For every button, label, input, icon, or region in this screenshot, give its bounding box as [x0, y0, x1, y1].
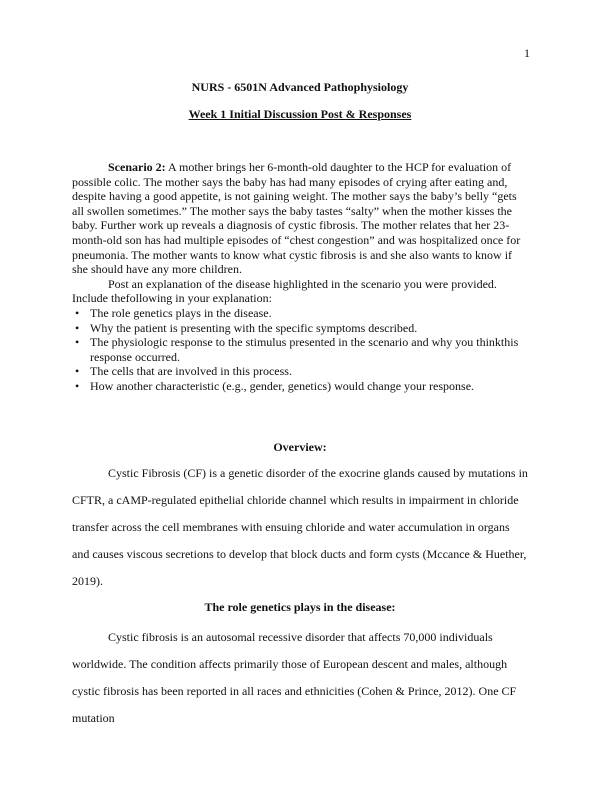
overview-section [72, 460, 528, 595]
instruction-bullet-list [72, 306, 528, 394]
scenario-section [72, 160, 528, 394]
genetics-heading: The role genetics plays in the disease: [204, 600, 396, 614]
overview-paragraph: Cystic Fibrosis (CF) is a genetic disorder of the exocrine glands caused by mutations in CFTR, a cAMP-regulated epithelial chloride channel which results in impairment in chloride transfer across the cell membranes with ensuing chloride and water accumulation in organs and causes viscous secretions to develop that block ducts and form cysts (Mccance & Huether, 2019). [72, 466, 528, 588]
bullet-item: • Why the patient is presenting with the specific symptoms described. [72, 321, 528, 336]
bullet-item: • The cells that are involved in this process. [72, 364, 528, 379]
genetics-section [72, 624, 528, 732]
bullet-item: • The role genetics plays in the disease. [72, 306, 528, 321]
week-title: Week 1 Initial Discussion Post & Responses [188, 107, 412, 121]
overview-heading: Overview: [273, 440, 327, 454]
scenario-label: Scenario 2: [108, 160, 166, 174]
bullet-item: • The physiologic response to the stimulus presented in the scenario and why you thinkthis response occurred. [72, 335, 528, 364]
scenario-paragraph [72, 160, 528, 277]
page-number: 1 [524, 46, 530, 60]
scenario-text: A mother brings her 6-month-old daughter to the HCP for evaluation of possible colic. The mother says the baby has had many episodes of crying after eating and, despite having a good appetite, is not gaining weight. The mother says the baby’s belly “gets all swollen sometimes.” The mother says the baby tastes “salty” when the mother kisses the baby. Further work up reveals a diagnosis of cystic fibrosis. The mother relates that her 23-month-old son has had multiple episodes of “chest congestion” and was hospitalized once for pneumonia. The mother wants to know what cystic fibrosis is and she also wants to know if she should have any more children. [72, 160, 521, 277]
genetics-paragraph: Cystic fibrosis is an autosomal recessive disorder that affects 70,000 individuals worldwide. The condition affects primarily those of European descent and males, although cystic fibrosis has been reported in all races and ethnicities (Cohen & Prince, 2012). One CF mutation [72, 630, 517, 725]
course-title: NURS - 6501N Advanced Pathophysiology [191, 80, 409, 94]
instructions-paragraph: Post an explanation of the disease highlighted in the scenario you were provided. Include thefollowing in your explanation: [72, 276, 497, 306]
bullet-item: • How another characteristic (e.g., gender, genetics) would change your response. [72, 379, 528, 394]
